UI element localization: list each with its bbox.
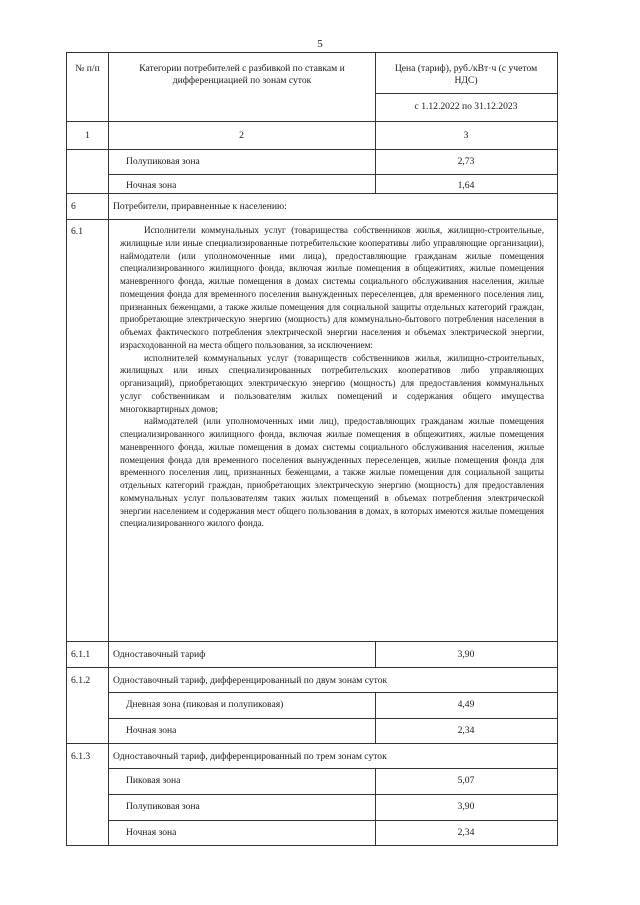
zone-label: Ночная зона <box>126 827 177 838</box>
row-label: Одноставочный тариф <box>113 649 206 660</box>
zone-value: 5,07 <box>457 775 475 786</box>
paragraph: исполнителей коммунальных услуг (товариществ собственников жилья, жилищно-строительных, жилищных или иных специализированных потребительских кооперативов либо управляющих организаций), приобретающих электрическую энергию (мощность) для предоставления коммунальных услуг собственникам и пользователям жилых помещений и содержания общего имущества многоквартирных домов; <box>120 352 544 414</box>
zone-value: 4,49 <box>457 699 475 710</box>
paragraph: Исполнители коммунальных услуг (товарищества собственников жилья, жилищно-строительные, жилищные или иные специализированные потребительские кооперативы либо управляющие организации), наймодатели (или уполномоченные ими лица), предоставляющие гражданам жилые помещения специализированного жилищного фонда, включая жилые помещения в общежитиях, жилые помещения маневренного фонда, жилые помещения в домах системы социального обслуживания населения, жилые помещения фонда для временного поселения вынужденных переселенцев, для временного поселения лиц, признанных беженцами, а также жилые помещения для социальной защиты отдельных категорий граждан, приобретающие электрическую энергию (мощность) для коммунально-бытового потребления населения в объемах фактического потребления электрической энергии населения и объемах электрической энергии, израсходованной на места общего пользования, за исключением: <box>120 225 544 350</box>
row-num: 6.1.2 <box>71 675 91 686</box>
column-number-row <box>67 121 557 150</box>
paragraph: наймодателей (или уполномоченных ими лиц), предоставляющих гражданам жилые помещения специализированного жилищного фонда, включая жилые помещения в общежитиях, жилые помещения маневренного фонда, жилые помещения в домах системы социального обслуживания населения, жилые помещения фонда для временного поселения вынужденных переселенцев, жилые помещения фонда для временного поселения лиц, признанных беженцами, а также жилые помещения для социальной защиты отдельных категорий граждан, приобретающих электрическую энергию (мощность) для предоставления коммунальных услуг пользователям таких жилых помещений в объемах потребления электрической энергии населением и содержания мест общего пользования в домах, в которых имеются жилые помещения специализированного жилого фонда. <box>120 416 544 529</box>
header-category: Категории потребителей с разбивкой по ставкам и дифференциацией по зонам суток <box>139 63 345 86</box>
column-number: 2 <box>239 130 244 141</box>
section-description <box>120 224 544 530</box>
zone-value: 2,34 <box>457 725 475 736</box>
header-num: № п/п <box>75 63 100 74</box>
table-row <box>67 667 557 744</box>
zone-label: Дневная зона (пиковая и полупиковая) <box>126 699 284 710</box>
zone-value: 1,64 <box>457 180 475 191</box>
page-number: 5 <box>317 38 323 50</box>
column-number: 1 <box>85 130 90 141</box>
row-label: Одноставочный тариф, дифференцированный по двум зонам суток <box>113 675 388 686</box>
tariff-table <box>66 52 558 846</box>
row-num: 6.1.1 <box>71 649 91 660</box>
table-row <box>67 149 557 194</box>
header-period: с 1.12.2022 по 31.12.2023 <box>414 101 518 112</box>
section-row <box>67 219 557 642</box>
column-number: 3 <box>463 130 469 141</box>
section-num: 6.1 <box>71 226 83 237</box>
section-num: 6 <box>71 201 76 212</box>
zone-label: Ночная зона <box>126 725 177 736</box>
zone-label: Полупиковая зона <box>126 801 200 812</box>
zone-label: Пиковая зона <box>126 775 181 786</box>
row-label: Одноставочный тариф, дифференцированный по трем зонам суток <box>113 751 387 762</box>
zone-value: 2,73 <box>457 156 475 167</box>
table-row <box>67 641 557 668</box>
header-row <box>67 53 557 121</box>
header-price: Цена (тариф), руб./кВт·ч (с учетом НДС) <box>394 63 538 86</box>
row-num: 6.1.3 <box>71 751 91 762</box>
zone-value: 3,90 <box>457 801 475 812</box>
table-row <box>67 743 557 846</box>
zone-label: Ночная зона <box>126 180 177 191</box>
row-value: 3,90 <box>457 649 475 660</box>
zone-value: 2,34 <box>457 827 475 838</box>
zone-label: Полупиковая зона <box>126 156 200 167</box>
section-title: Потребители, приравненные к населению: <box>113 201 287 212</box>
section-row <box>67 193 557 220</box>
